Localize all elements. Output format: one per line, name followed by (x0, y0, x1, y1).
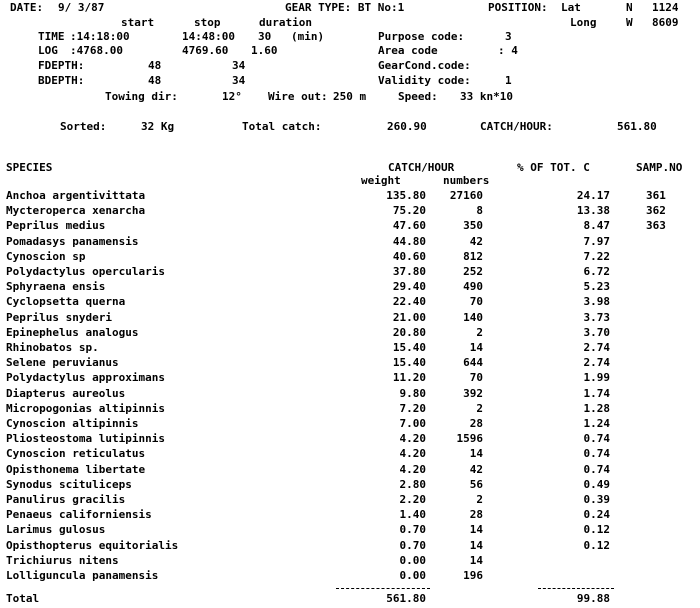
pct-value: 2.74 (583, 341, 610, 354)
species-name: Cynoscion reticulatus (6, 447, 146, 461)
start-label: start (121, 16, 155, 29)
numbers-value: 70 (469, 295, 483, 309)
pct-value: 2.74 (583, 356, 610, 370)
log-stop: 4769.60 (182, 44, 229, 57)
date-label: DATE: (10, 1, 44, 14)
weight-value: 20.80 (392, 325, 426, 339)
weight-value: 47.60 (392, 219, 426, 233)
species-name: Diapterus aureolus (6, 386, 126, 400)
species-name: Micropogonias altipinnis (6, 401, 165, 415)
bdepth-label: BDEPTH: (38, 74, 85, 87)
species-name: Penaeus californiensis (6, 508, 152, 522)
pct-value: 7.97 (583, 234, 610, 248)
weight-value: 75.20 (392, 204, 426, 218)
numbers-value: 14 (469, 553, 483, 567)
numbers-value: 644 (463, 356, 483, 370)
fdepth-start: 48 (148, 59, 162, 72)
species-name: Lolliguncula panamensis (6, 569, 159, 582)
numbers-value: 70 (469, 371, 483, 385)
numbers-value: 2 (476, 325, 483, 339)
time-label: TIME (38, 30, 65, 43)
pct-value: 6.72 (583, 265, 610, 278)
towing-dir-value: 12° (222, 90, 242, 103)
total-catch-value: 260.90 (387, 120, 427, 133)
pct-value: 24.17 (576, 189, 610, 202)
time-unit: (min) (291, 30, 325, 43)
species-name: Opisthonema libertate (6, 462, 146, 476)
lat-dir: N (626, 1, 633, 14)
weight-value: 7.20 (399, 401, 426, 415)
weight-value: 0.00 (399, 569, 426, 582)
weight-value: 21.00 (392, 310, 426, 324)
species-name: Peprilus snyderi (6, 310, 112, 324)
towing-dir-label: Towing dir: (105, 90, 178, 103)
wire-out-label: Wire out: (268, 90, 328, 103)
stop-label: stop (194, 16, 221, 29)
pct-value: 1.28 (583, 401, 610, 415)
species-column-header: SPECIES (6, 161, 53, 174)
purpose-code-value: 3 (505, 30, 512, 43)
numbers-value: 42 (469, 462, 483, 476)
numbers-column-header: numbers (443, 174, 490, 187)
pct-value: 7.22 (583, 249, 610, 263)
log-start: :4768.00 (70, 44, 123, 57)
species-name: Selene peruvianus (6, 356, 119, 370)
bdepth-stop: 34 (232, 74, 246, 87)
pct-value: 0.74 (583, 462, 610, 476)
weight-value: 15.40 (392, 341, 426, 354)
pct-value: 5.23 (583, 280, 610, 294)
species-name: Polydactylus opercularis (6, 265, 165, 278)
time-start: :14:18:00 (70, 30, 130, 43)
lat-value: 1124 (652, 1, 679, 14)
numbers-value: 27160 (449, 189, 483, 202)
weight-value: 135.80 (386, 189, 426, 202)
pct-value: 0.24 (583, 508, 610, 522)
pct-value: 8.47 (583, 219, 610, 233)
purpose-code-label: Purpose code: (378, 30, 465, 43)
weight-value: 9.80 (399, 386, 426, 400)
weight-value: 44.80 (392, 234, 426, 248)
numbers-value: 14 (469, 341, 483, 354)
total-pct: 99.88 (576, 592, 610, 605)
species-name: Rhinobatos sp. (6, 341, 99, 354)
pct-value: 1.74 (583, 386, 610, 400)
weight-value: 0.70 (399, 523, 426, 537)
species-name: Mycteroperca xenarcha (6, 204, 146, 218)
samp-no-column-header: SAMP.NO (636, 161, 683, 174)
weight-total-rule (336, 588, 430, 589)
numbers-value: 140 (463, 310, 483, 324)
bdepth-start: 48 (148, 74, 162, 87)
species-name: Cynoscion altipinnis (6, 417, 139, 430)
catch-hour-value: 561.80 (617, 120, 657, 133)
long-dir: W (626, 16, 633, 29)
pct-value: 0.74 (583, 447, 610, 461)
species-name: Polydactylus approximans (6, 371, 165, 385)
weight-value: 37.80 (392, 265, 426, 278)
weight-value: 11.20 (392, 371, 426, 385)
samp-no-value: 363 (646, 219, 666, 233)
speed-value: 33 kn*10 (460, 90, 513, 103)
numbers-value: 196 (463, 569, 483, 582)
samp-no-value: 362 (646, 204, 666, 218)
gear-type: GEAR TYPE: BT No:1 (285, 1, 405, 14)
fdepth-stop: 34 (232, 59, 246, 72)
pct-value: 3.73 (583, 310, 610, 324)
area-code-value: : 4 (498, 44, 518, 57)
log-label: LOG (38, 44, 58, 57)
long-value: 8609 (652, 16, 679, 29)
numbers-value: 28 (469, 417, 483, 430)
area-code-label: Area code (378, 44, 438, 57)
numbers-value: 14 (469, 523, 483, 537)
time-duration: 30 (258, 30, 272, 43)
total-weight: 561.80 (386, 592, 426, 605)
numbers-value: 14 (469, 447, 483, 461)
pct-value: 1.99 (583, 371, 610, 385)
numbers-value: 252 (463, 265, 483, 278)
catch-hour-column-header: CATCH/HOUR (388, 161, 455, 174)
species-name: Peprilus medius (6, 219, 106, 233)
sorted-value: 32 Kg (141, 120, 175, 133)
species-name: Opisthopterus equitorialis (6, 538, 179, 552)
pct-value: 0.39 (583, 493, 610, 506)
numbers-value: 8 (476, 204, 483, 218)
weight-value: 2.80 (399, 477, 426, 491)
pct-value: 0.12 (583, 538, 610, 552)
samp-no-value: 361 (646, 189, 666, 202)
weight-value: 1.40 (399, 508, 426, 522)
species-name: Trichiurus nitens (6, 553, 119, 567)
pct-value: 3.98 (583, 295, 610, 309)
numbers-value: 42 (469, 234, 483, 248)
total-catch-label: Total catch: (242, 120, 322, 133)
weight-value: 0.70 (399, 538, 426, 552)
weight-value: 7.00 (399, 417, 426, 430)
validity-code-label: Validity code: (378, 74, 471, 87)
numbers-value: 2 (476, 493, 483, 506)
numbers-value: 350 (463, 219, 483, 233)
numbers-value: 2 (476, 401, 483, 415)
validity-code-value: 1 (505, 74, 512, 87)
numbers-value: 56 (469, 477, 483, 491)
time-stop: 14:48:00 (182, 30, 235, 43)
pct-value: 0.74 (583, 432, 610, 446)
wire-out-value: 250 m (333, 90, 367, 103)
pct-value: 0.49 (583, 477, 610, 491)
numbers-value: 28 (469, 508, 483, 522)
date-value: 9/ 3/87 (58, 1, 105, 14)
numbers-value: 812 (463, 249, 483, 263)
pct-total-rule (538, 588, 614, 589)
catch-hour-label: CATCH/HOUR: (480, 120, 553, 133)
lat-label: Lat (561, 1, 581, 14)
pct-value: 0.12 (583, 523, 610, 537)
position-label: POSITION: (488, 1, 548, 14)
speed-label: Speed: (398, 90, 438, 103)
numbers-value: 14 (469, 538, 483, 552)
weight-value: 2.20 (399, 493, 426, 506)
species-name: Anchoa argentivittata (6, 189, 146, 202)
species-name: Sphyraena ensis (6, 280, 106, 294)
species-name: Pliosteostoma lutipinnis (6, 432, 165, 446)
pct-value: 13.38 (576, 204, 610, 218)
pct-value: 3.70 (583, 325, 610, 339)
sorted-label: Sorted: (60, 120, 107, 133)
species-name: Cyclopsetta querna (6, 295, 126, 309)
fdepth-label: FDEPTH: (38, 59, 85, 72)
numbers-value: 1596 (456, 432, 483, 446)
species-name: Synodus scituliceps (6, 477, 132, 491)
species-name: Larimus gulosus (6, 523, 106, 537)
gearcond-code-label: GearCond.code: (378, 59, 471, 72)
weight-value: 4.20 (399, 462, 426, 476)
long-label: Long (570, 16, 597, 29)
weight-value: 15.40 (392, 356, 426, 370)
total-label: Total (6, 592, 40, 605)
species-name: Epinephelus analogus (6, 325, 139, 339)
log-duration: 1.60 (251, 44, 278, 57)
weight-value: 22.40 (392, 295, 426, 309)
weight-value: 0.00 (399, 553, 426, 567)
pct-value: 1.24 (583, 417, 610, 430)
pct-total-column-header: % OF TOT. C (517, 161, 590, 174)
species-name: Cynoscion sp (6, 249, 86, 263)
numbers-value: 392 (463, 386, 483, 400)
weight-value: 29.40 (392, 280, 426, 294)
duration-label: duration (259, 16, 312, 29)
species-name: Panulirus gracilis (6, 493, 126, 506)
weight-value: 4.20 (399, 432, 426, 446)
weight-column-header: weight (361, 174, 401, 187)
species-name: Pomadasys panamensis (6, 234, 139, 248)
weight-value: 4.20 (399, 447, 426, 461)
weight-value: 40.60 (392, 249, 426, 263)
numbers-value: 490 (463, 280, 483, 294)
